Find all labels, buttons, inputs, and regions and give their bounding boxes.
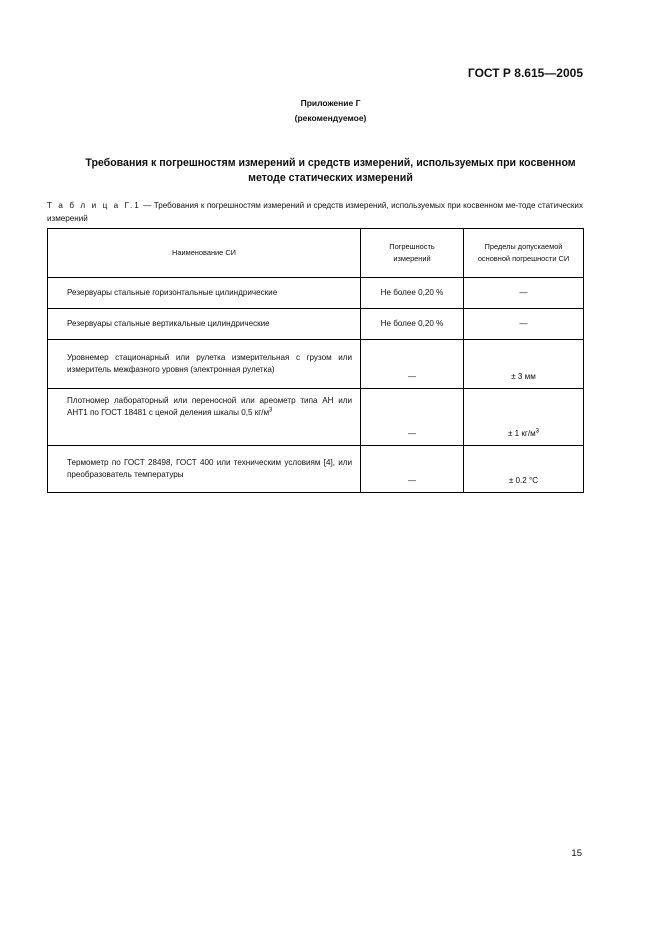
section-title-line-2: методе статических измерений	[248, 172, 413, 184]
row-error: Не более 0,20 %	[361, 278, 464, 309]
page-number: 15	[571, 848, 582, 859]
row-limit: —	[464, 278, 584, 309]
row-name: Плотномер лабораторный или переносной или ареометр типа АН или АНТ1 по ГОСТ 18481 с ценой деления шкалы 0,5 $кг/м^3$	[48, 389, 361, 446]
row-name: Термометр по ГОСТ 28498, ГОСТ 400 или техническим условиям [4], или преобразователь температуры	[48, 446, 361, 493]
appendix-label: Приложение Г	[300, 98, 361, 108]
section-title	[40, 156, 621, 186]
appendix-status: (рекомендуемое)	[294, 113, 367, 123]
table-row	[48, 446, 584, 493]
table-row	[48, 278, 584, 309]
row-limit: —	[464, 309, 584, 340]
header-name: Наименование СИ	[48, 229, 361, 278]
row-limit: ± 3 мм	[464, 340, 584, 389]
row-limit: ± 0.2 °С	[464, 446, 584, 493]
row-error: Не более 0,20 %	[361, 309, 464, 340]
row-error: —	[361, 389, 464, 446]
appendix-heading	[0, 96, 661, 126]
header-limits: Пределы допускаемой основной погрешности СИ	[464, 229, 584, 278]
table-caption	[47, 199, 583, 225]
row-name: Резервуары стальные вертикальные цилиндрические	[48, 309, 361, 340]
row-error: —	[361, 340, 464, 389]
table-header-row	[48, 229, 584, 278]
row-error: —	[361, 446, 464, 493]
table-row	[48, 389, 584, 446]
table-row	[48, 340, 584, 389]
section-title-line-1: Требования к погрешностям измерений и средств измерений, используемых при косвенном	[85, 157, 576, 169]
row-name: Уровнемер стационарный или рулетка измерительная с грузом или измеритель межфазного уровня (электронная рулетка)	[48, 340, 361, 389]
table-caption-prefix: Т а б л и ц а Г.1	[47, 201, 141, 210]
row-name: Резервуары стальные горизонтальные цилиндрические	[48, 278, 361, 309]
document-code: ГОСТ Р 8.615—2005	[467, 66, 583, 80]
header-error: Погрешность измерений	[361, 229, 464, 278]
table-row	[48, 309, 584, 340]
row-limit: ± 1 $кг/м^3$	[464, 389, 584, 446]
requirements-table	[47, 228, 584, 493]
table-caption-text: — Требования к погрешностям измерений и средств измерений, используемых при косвенном ме-тоде статических измерений	[47, 201, 583, 223]
